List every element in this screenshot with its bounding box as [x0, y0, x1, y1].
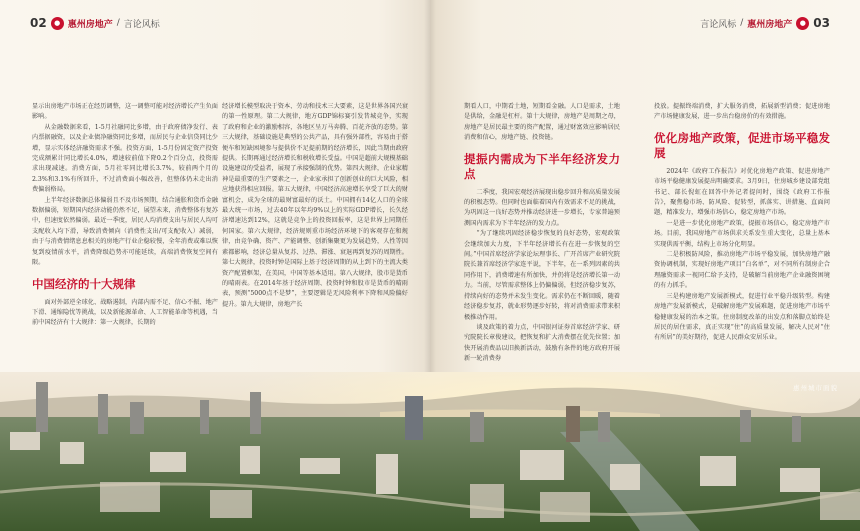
- paragraph: 2024年《政府工作报告》对优化房地产政策、促进房地产市场平稳健康发展提出明确要求。3月9日，住房城乡建设部党组书记、部长倪虹在回答中外记者提问时，围绕《政府工作报告》，聚焦稳市场、防风险、促转型，抓落实、讲措施、直面问题，精准发力，增强市场信心，稳定房地产市场。: [654, 167, 830, 217]
- section-heading: 中国经济的十大规律: [32, 276, 136, 291]
- paragraph: 期看人口，中期看土地，短期看金融。人口是需求，土地是供给，金融是杠杆。第十大规律，房地产是周期之母，房地产是居民最主要的资产配置，通过财富效应影响居民消费和信心，房地产链、投资链。: [464, 103, 620, 142]
- article-column-1: [32, 102, 218, 346]
- right-page-header: [700, 16, 830, 30]
- paragraph: “为了继续巩固经济稳步恢复的良好态势，宏观政策会继续加大力度，下半年经济增长有在进一步恢复的空间。”中国首席经济学家论坛理事长、广开首席产业研究院院长兼首席经济学家连平说，下半年，在一系列因素的共同作用下，消费增速有所加快，并仍将是经济增长第一动力。当前，尽管需求整体上仍偏偏弱，但经济稳步复苏，持续向好的态势并未发生变化。需求仍在不断回暖，随着经济稳步复苏，就业形势逐步好转，将对消费需求带来积极推动作用。: [464, 230, 620, 321]
- paragraph: 投放。提振终端消费，扩大服务消费，拓展新型消费；促进房地产市场健康发展，进一步出台稳房价的有效措施。: [654, 103, 830, 121]
- header-separator: /: [740, 18, 744, 28]
- paragraph: 二季度，我国宏观经济展现出稳步回升和高质量发展的积极态势。但同时也面临着国内有效需求不足的挑战，为巩固这一良好态势并推动经济进一步增长，专家普遍预测国内需求为下半年经济的发力点。: [464, 188, 620, 227]
- paragraph: 谈及政策的着力点，中国银河证券首席经济学家、研究院院长章俊建议，把恢复和扩大消费摆在优先位置；加快开展消费品以旧换新活动，鼓励有条件的地方政府开展新一轮消费券: [464, 323, 620, 363]
- paragraph: 一是进一步优化房地产政策，提振市场信心，稳定房地产市场。目前，我国房地产市场供求关系发生重大变化，总量上基本实现供需平衡，结构上市场分化明显。: [654, 219, 830, 248]
- city-aerial-photo: [0, 372, 860, 531]
- paragraph: 从金融数据来看，1-5月社融同比多增，由于政府债净发行、表内票据融资，以及企业债净融资同比多增，而居民与企业信贷同比少增，显示实体经济融资需求不强。投资方面，1-5月份固定资产投资完成额累计同比增长4.0%，增速较前值下降0.2个百分点，投资需求出现减速。消费方面，5月社零同比增长3.7%，较前两个月的2.3%和3.1%有所回升，不过消费面小幅改善，但整体仍未走出消费偏弱格局。: [32, 123, 218, 194]
- left-page-header: [30, 16, 160, 30]
- header-separator: /: [116, 18, 120, 28]
- paragraph: 经济增长模型取决于资本、劳动和技术三大要素，这是世界各国兴衰的第一性原理。第二大规律，地方GDP锦标赛引发昔城竞争，实现了政府和企业的激励相容，各地区呈万马奔腾、百花齐放的态势。第三大规律，基础设施是典型的公共产品，具有强外部性，容易由于搭便车和短缺困境参与提供价不足提前期的经济增长，因此当期由政府提供。长期再通过经济增长和税收增长受益。中国是超前大规模基础设施建设的受益者，展现了承接强制的优势。第四大规律，企业家精神是最重要的生产要素之一，企业家承担了创新创业的巨大风险，相应地获得相应回报。第五大规律，中国经济高速增长享受了巨大的财富机会，成为全球的最财富最好的沃土。中国拥有14亿人口的全球最大统一市场，过去40年以年均9%以上的实际GDP增长，长久经济增速达到12%，这就是竞争上的投资回报率，这是世界上同期任何国家。第六大规律，经济规则重市场经济环境下的客观存在和规律，由竞争确、资产、产能调整、创新集聚更为发展趋势，人性等因素都影响，经济总量从复苏、过热、滞涨、衰退再到复苏的周期性。第七大规律，投资时钟是国际上基于经济周期的从上到下的主流大类资产配置框架，在美国，中国等基本适用。第八大规律，股市是货币的晴雨表。在2014年基于经济周期、投资时钟和股市是货币的晴雨表，预测“5000点不是梦”，主要逻辑是无风险利率下降和风险偏好提升。第九大规律，房地产长: [222, 103, 408, 308]
- logo-icon: ●: [51, 17, 64, 30]
- page-number: 03: [813, 16, 830, 30]
- logo-icon: ●: [796, 17, 809, 30]
- section-heading: 优化房地产政策，促进市场平稳发展: [654, 130, 830, 160]
- publication-name: 惠州房地产: [67, 19, 113, 30]
- paragraph: 上半年经济数据总体偏弱且不及市场预期，结合通胀和货币金融数据偏弱，短期国内经济动能仍然不足，展望未来，消费整体有复苏中，但速度依然偏弱。最近一季度，居民人均消费支出与居民人均可支配收入均下滑，导致消费倾向（消费性支出/可支配收入）减弱，由于与消费情绪息息相关的房地产行业企稳较慢，全年消费或难以恢复到疫情前水平，消费降级趋势亦可能延续，高端消费恢复空间有限。: [32, 196, 218, 267]
- article-column-4: [654, 102, 830, 346]
- paragraph: 显示出房地产市场正在经历调整，这一调整可能对经济增长产生负面影响。: [32, 103, 218, 121]
- page-number: 02: [30, 16, 47, 30]
- paragraph: 三是构建房地产发展新模式，促进行业平稳升级转型。构建房地产发展新模式，是破解房地产发展难题，促进房地产市场平稳健康发展的治本之策。住房制度改革的出发点和落脚点始终是居民的居住需求，真正实现“住”的高质量发展，解决人民对“住有所居”的美好期待，促进人民群众安居乐业。: [654, 292, 830, 342]
- article-column-3: [464, 102, 620, 363]
- paragraph: 二是积极防风险，推动房地产市场平稳发展，加快房地产融资协调机制，实现好房地产项目“白名单”，对不同所有制房企合理融资需求一视同仁给予支持，是破解当前房地产企业融资困境的有力抓手。: [654, 251, 830, 290]
- paragraph: 面对外部逆全球化、战略遏制，内部内需不足、信心不振、地产下滑、通缩隐忧等挑战，以及新能源革命、人工智能革命等机遇，当前中国经济有十大规律：第一大规律，长期的: [32, 298, 218, 327]
- article-column-2: [222, 102, 408, 346]
- section-name: 言论风标: [700, 19, 737, 30]
- section-heading: 提振内需成为下半年经济发力点: [464, 151, 620, 181]
- photo-watermark: 惠州城市面貌: [793, 384, 838, 392]
- publication-name: 惠州房地产: [747, 19, 793, 30]
- section-name: 言论风标: [123, 19, 160, 30]
